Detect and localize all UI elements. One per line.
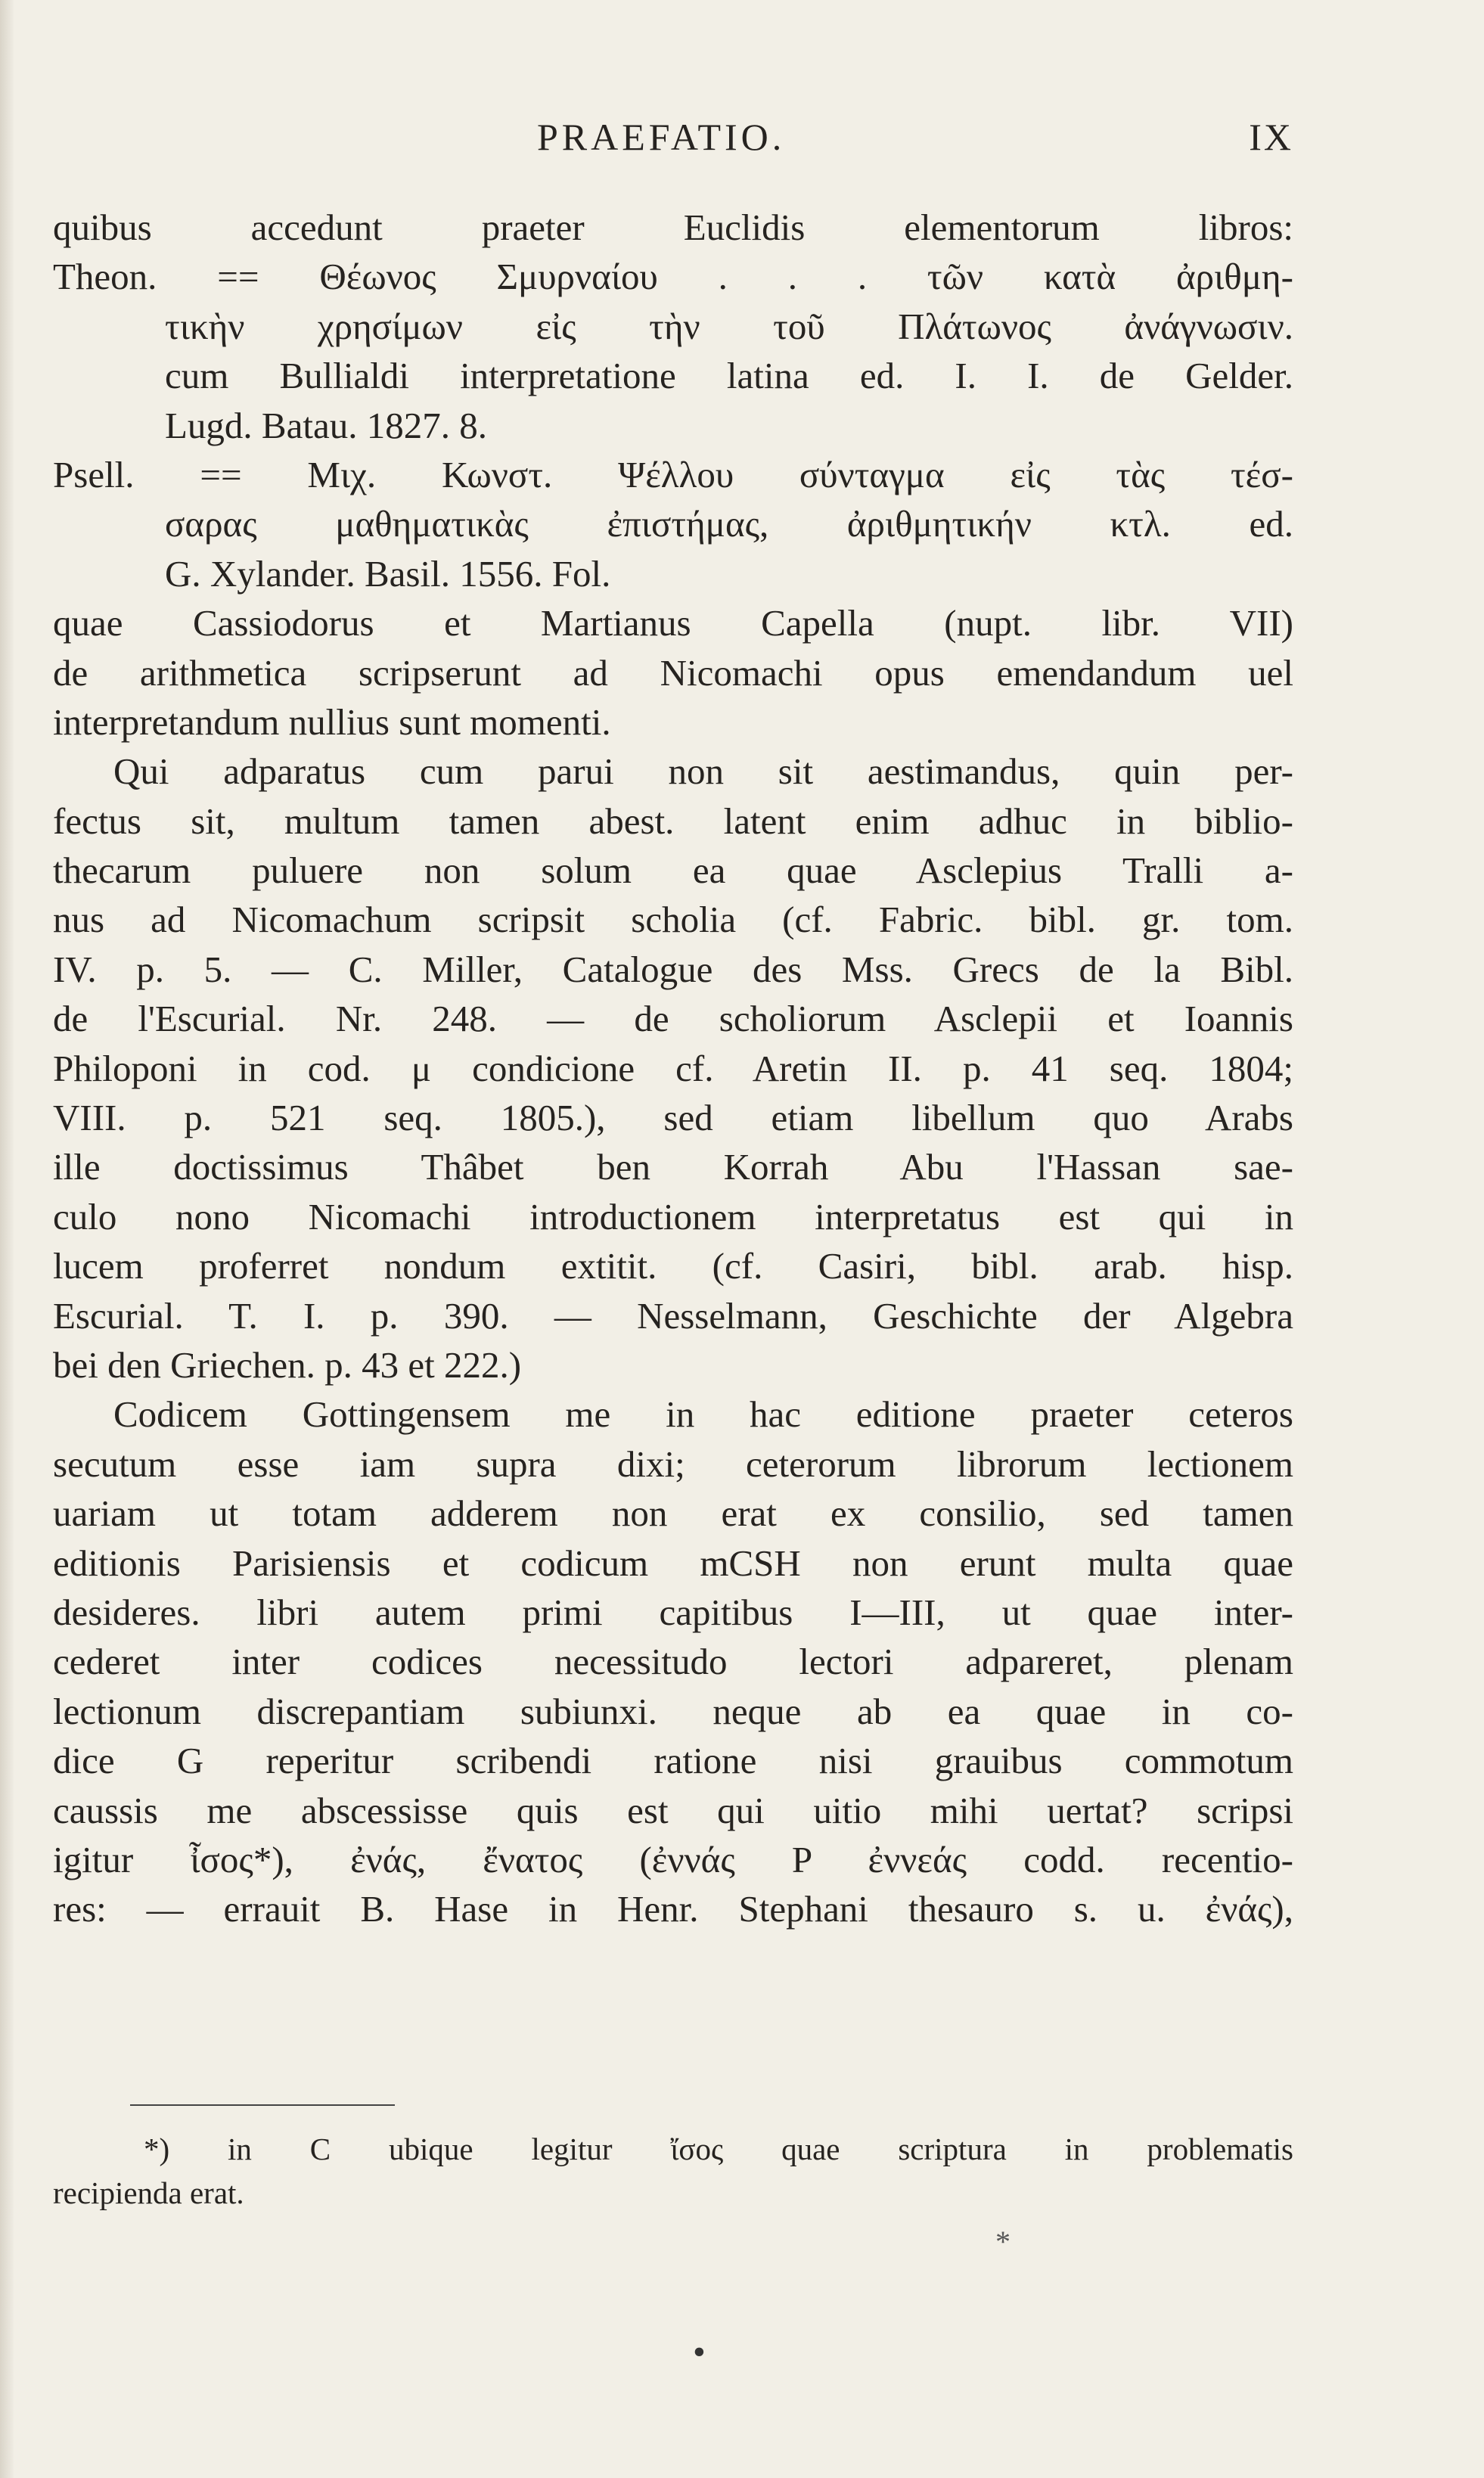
text-line: Theon. == Θέωνος Σμυρναίου . . . τῶν κατὰ ἀριθμη- bbox=[53, 256, 1293, 298]
footnote-rule bbox=[130, 2104, 395, 2106]
text-line: thecarum puluere non solum ea quae Asclepius Tralli a- bbox=[53, 849, 1293, 892]
body-text bbox=[53, 203, 1293, 1934]
text-line: ille doctissimus Thâbet ben Korrah Abu l'Hassan sae- bbox=[53, 1146, 1293, 1188]
text-line: nus ad Nicomachum scripsit scholia (cf. Fabric. bibl. gr. tom. bbox=[53, 899, 1293, 941]
text-line: cum Bullialdi interpretatione latina ed. I. I. de Gelder. bbox=[165, 355, 1293, 397]
footnote bbox=[53, 2127, 1293, 2215]
text-line: secutum esse iam supra dixi; ceterorum librorum lectionem bbox=[53, 1442, 1293, 1485]
text-line: editionis Parisiensis et codicum mCSH non erunt multa quae bbox=[53, 1542, 1293, 1584]
text-line: lectionum discrepantiam subiunxi. neque ab ea quae in co- bbox=[53, 1690, 1293, 1732]
text-line: Psell. == Μιχ. Κωνστ. Ψέλλου σύνταγμα εἰς τὰς τέσ- bbox=[53, 453, 1293, 495]
text-line: G. Xylander. Basil. 1556. Fol. bbox=[165, 552, 611, 595]
text-line: Philoponi in cod. μ condicione cf. Aretin II. p. 41 seq. 1804; bbox=[53, 1047, 1293, 1089]
text-line: de arithmetica scripserunt ad Nicomachi opus emendandum uel bbox=[53, 651, 1293, 694]
text-line: Escurial. T. I. p. 390. — Nesselmann, Geschichte der Algebra bbox=[53, 1294, 1293, 1337]
text-line: quibus accedunt praeter Euclidis elementorum libros: bbox=[53, 206, 1293, 248]
text-line: interpretandum nullius sunt momenti. bbox=[53, 700, 611, 743]
text-line: uariam ut totam adderem non erat ex consilio, sed tamen bbox=[53, 1492, 1293, 1535]
text-line: lucem proferret nondum extitit. (cf. Casiri, bibl. arab. hisp. bbox=[53, 1245, 1293, 1287]
text-line: bei den Griechen. p. 43 et 222.) bbox=[53, 1343, 522, 1386]
text-line: Codicem Gottingensem me in hac editione praeter ceteros bbox=[113, 1393, 1293, 1436]
text-line: res: — errauit B. Hase in Henr. Stephani thesauro s. u. ἐνάς), bbox=[53, 1888, 1293, 1930]
running-header bbox=[53, 115, 1293, 160]
footnote-line: recipienda erat. bbox=[53, 2175, 244, 2210]
text-line: σαρας μαθηματικὰς ἐπιστήμας, ἀριθμητικήν κτλ. ed. bbox=[165, 503, 1293, 545]
text-line: caussis me abscessisse quis est qui uitio mihi uertat? scripsi bbox=[53, 1789, 1293, 1831]
text-line: dice G reperitur scribendi ratione nisi grauibus commotum bbox=[53, 1740, 1293, 1782]
text-line: desideres. libri autem primi capitibus I—III, ut quae inter- bbox=[53, 1591, 1293, 1633]
signature-asterisk: * bbox=[995, 2225, 1011, 2259]
footnote-line: *) in C ubique legitur ἴσος quae scriptura in problematis bbox=[144, 2132, 1293, 2166]
text-line: quae Cassiodorus et Martianus Capella (nupt. libr. VII) bbox=[53, 602, 1293, 644]
header-title: PRAEFATIO. bbox=[537, 116, 786, 158]
page-number: IX bbox=[1249, 116, 1293, 158]
text-line: fectus sit, multum tamen abest. latent enim adhuc in biblio- bbox=[53, 800, 1293, 842]
text-line: igitur ἶσος*), ἐνάς, ἔνατος (ἐννάς P ἐννεάς codd. recentio- bbox=[53, 1838, 1293, 1880]
text-line: culo nono Nicomachi introductionem interpretatus est qui in bbox=[53, 1195, 1293, 1237]
text-line: de l'Escurial. Nr. 248. — de scholiorum Asclepii et Ioannis bbox=[53, 998, 1293, 1040]
page-binding-edge bbox=[0, 0, 14, 2478]
text-line: τικὴν χρησίμων εἰς τὴν τοῦ Πλάτωνος ἀνάγνωσιν. bbox=[165, 305, 1293, 347]
text-line: Lugd. Batau. 1827. 8. bbox=[165, 404, 487, 446]
text-line: cederet inter codices necessitudo lectori adpareret, plenam bbox=[53, 1641, 1293, 1683]
text-line: IV. p. 5. — C. Miller, Catalogue des Mss. Grecs de la Bibl. bbox=[53, 948, 1293, 990]
text-line: Qui adparatus cum parui non sit aestimandus, quin per- bbox=[113, 750, 1293, 793]
ink-bullet: • bbox=[693, 2332, 706, 2372]
text-line: VIII. p. 521 seq. 1805.), sed etiam libellum quo Arabs bbox=[53, 1097, 1293, 1139]
